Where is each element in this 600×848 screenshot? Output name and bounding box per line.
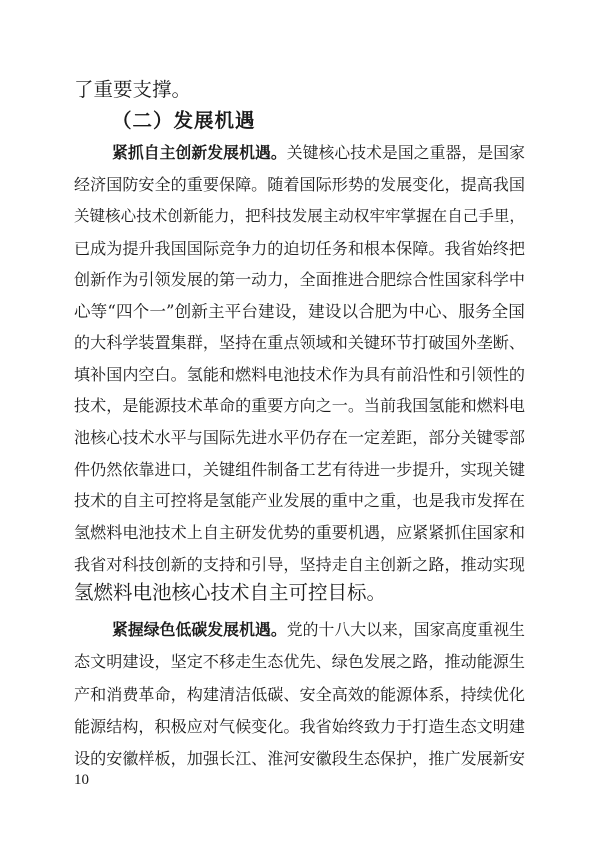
line-text: 已成为提升我国国际竞争力的迫切任务和根本保障。我省始终把 [74, 239, 525, 258]
line-text: 技术的自主可控将是氢能产业发展的重中之重，也是我市发挥在 [74, 491, 525, 510]
text-line [74, 747, 526, 771]
text-line [74, 78, 526, 102]
line-text: 的大科学装置集群，坚持在重点领域和关键环节打破国外垄断、 [74, 333, 525, 352]
text-line [74, 300, 526, 324]
section-heading: （二）发展机遇 [112, 109, 256, 132]
text-line [74, 489, 526, 513]
line-text: 党的十八大以来，国家高度重视生 [286, 620, 525, 639]
text-line [74, 581, 526, 605]
text-line [74, 458, 526, 482]
text-line [74, 683, 526, 707]
line-text: 态文明建设，坚定不移走生态优先、绿色发展之路，推动能源生 [74, 652, 525, 671]
text-line [74, 331, 526, 355]
line-text: 氢燃料电池技术上自主研发优势的重要机遇，应紧紧抓住国家和 [74, 523, 525, 542]
paragraph-lead: 紧握绿色低碳发展机遇。 [112, 620, 287, 639]
line-text: 填补国内空白。氢能和燃料电池技术作为具有前沿性和引领性的 [74, 365, 525, 384]
text-line [112, 141, 526, 165]
line-text: 关键核心技术创新能力，把科技发展主动权牢牢掌握在自己手里， [74, 207, 525, 225]
text-line [112, 618, 526, 642]
text-line [74, 521, 526, 545]
text-line [74, 553, 526, 577]
text-line [74, 173, 526, 197]
line-text: 件仍然依靠进口，关键组件制备工艺有待进一步提升，实现关键 [74, 460, 525, 479]
text-line [74, 650, 526, 674]
line-text: 设的安徽样板，加强长江、淮河安徽段生态保护，推广发展新安 [74, 749, 525, 768]
line-text: 关键核心技术是国之重器，是国家 [286, 143, 525, 162]
text-line [74, 394, 526, 418]
line-text: 池核心技术水平与国际先进水平仍存在一定差距，部分关键零部 [74, 428, 525, 447]
paragraph-lead: 紧抓自主创新发展机遇。 [112, 143, 287, 162]
line-text: 心等“四个一”创新主平台建设，建设以合肥为中心、服务全国 [74, 302, 525, 321]
line-text: 产和消费革命，构建清洁低碳、安全高效的能源体系，持续优化 [74, 685, 525, 704]
text-line [74, 363, 526, 387]
line-text: 技术，是能源技术革命的重要方向之一。当前我国氢能和燃料电 [74, 396, 525, 415]
line-text: 氢燃料电池核心技术自主可控目标。 [74, 581, 387, 604]
text-line [74, 237, 526, 261]
line-text: 经济国防安全的重要保障。随着国际形势的发展变化，提高我国 [74, 175, 525, 194]
line-text: 能源结构，积极应对气候变化。我省始终致力于打造生态文明建 [74, 717, 525, 736]
text-line [74, 268, 526, 292]
text-line [74, 204, 526, 228]
line-text: 我省对科技创新的支持和引导，坚持走自主创新之路，推动实现 [74, 555, 525, 574]
text-line [74, 715, 526, 739]
line-text: 了重要支撑。 [74, 78, 192, 101]
page-number: 10 [74, 772, 89, 788]
text-line [74, 426, 526, 450]
line-text: 创新作为引领发展的第一动力，全面推进合肥综合性国家科学中 [74, 270, 525, 289]
